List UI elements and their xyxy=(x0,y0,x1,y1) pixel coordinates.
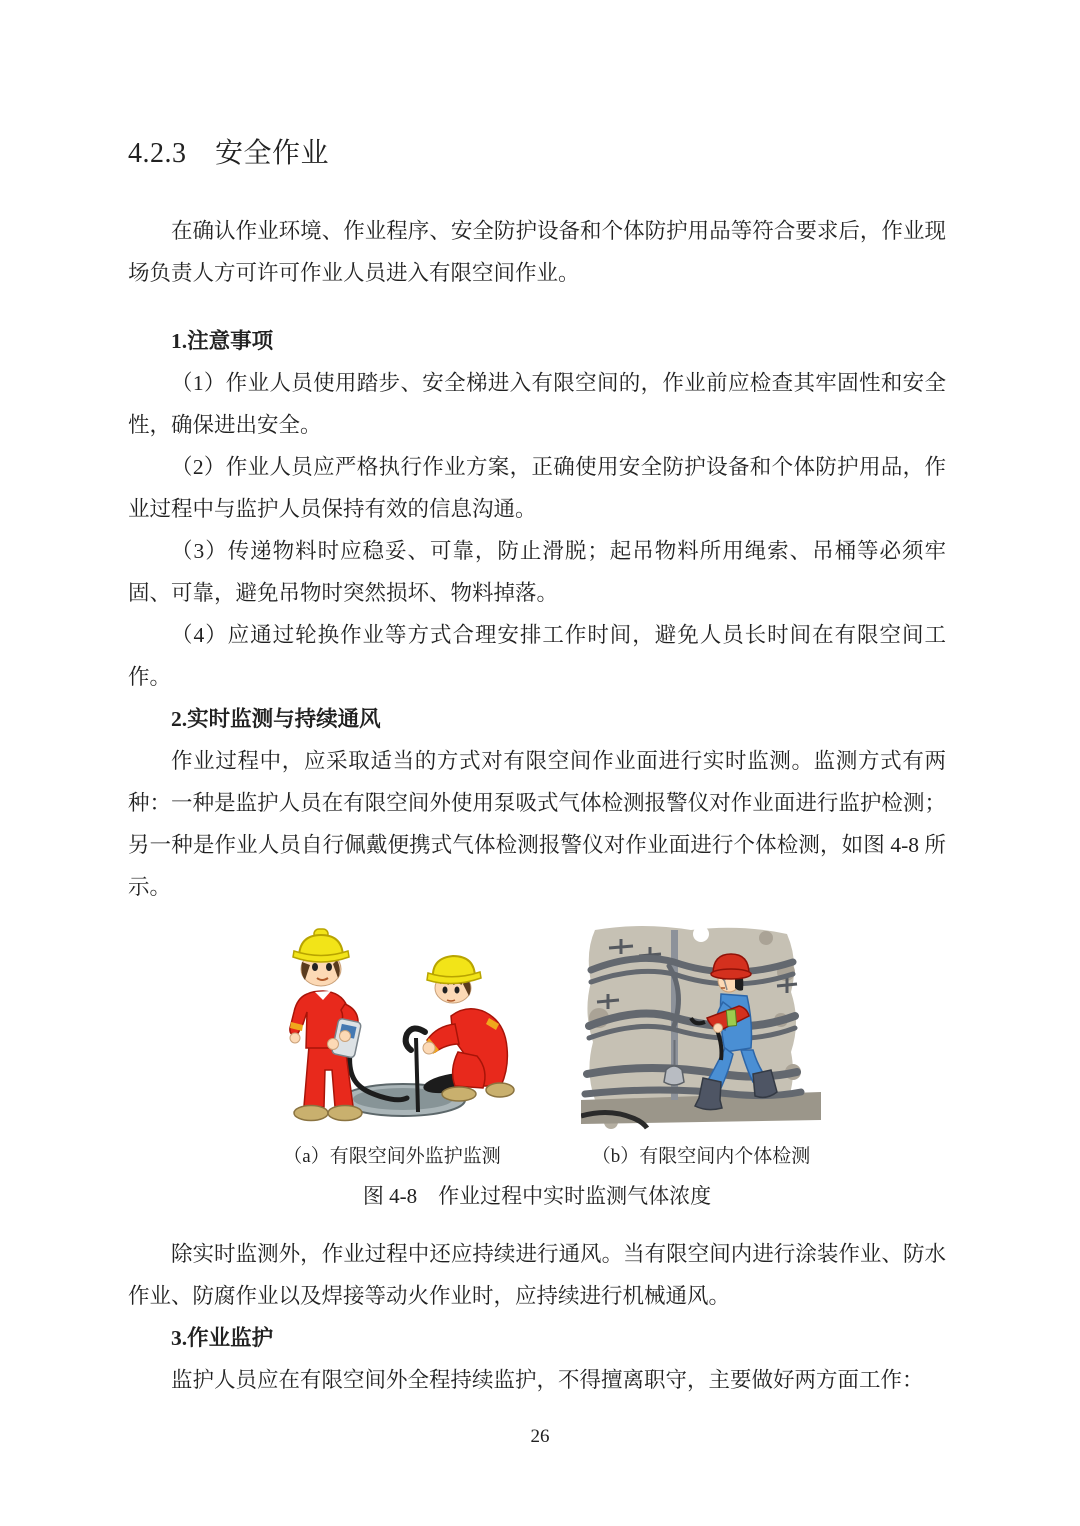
subfigure-captions xyxy=(128,1144,946,1170)
page-number: 26 xyxy=(530,1426,550,1447)
figure-a-illustration xyxy=(253,920,531,1138)
section-heading: 4.2.3 安全作业 xyxy=(128,138,330,169)
figure-caption: 图 4-8 作业过程中实时监测气体浓度 xyxy=(362,1184,712,1208)
caption-a: （a）有限空间外监护监测 xyxy=(283,1146,501,1167)
probe-tube xyxy=(416,1038,418,1112)
yellow-helmet xyxy=(293,929,349,962)
figure-4-8 xyxy=(128,920,946,1138)
guarding-paragraph: 监护人员应在有限空间外全程持续监护，不得擅离职守，主要做好两方面工作： xyxy=(171,1368,924,1392)
note-item-3: （3）传递物料时应稳妥、可靠，防止滑脱；起吊物料所用绳索、吊桶等必须牢固、可靠，避免吊物时突然损坏、物料掉落。 xyxy=(128,539,946,605)
hanging-lamp xyxy=(664,1066,684,1085)
note-item-4: （4）应通过轮换作业等方式合理安排工作时间，避免人员长时间在有限空间工作。 xyxy=(128,623,946,689)
yellow-helmet xyxy=(427,956,481,984)
standing-worker xyxy=(290,929,362,1121)
caption-b: （b）有限空间内个体检测 xyxy=(591,1146,811,1167)
subheading-guarding: 3.作业监护 xyxy=(171,1326,274,1350)
figure-b-illustration xyxy=(581,922,821,1138)
subheading-notes: 1.注意事项 xyxy=(171,329,274,353)
crouching-worker xyxy=(406,956,514,1101)
ventilation-paragraph: 除实时监测外，作业过程中还应持续进行通风。当有限空间内进行涂装作业、防水作业、防腐作业以及焊接等动火作业时，应持续进行机械通风。 xyxy=(128,1242,946,1308)
intro-paragraph: 在确认作业环境、作业程序、安全防护设备和个体防护用品等符合要求后，作业现场负责人方可许可作业人员进入有限空间作业。 xyxy=(128,219,946,285)
note-item-2: （2）作业人员应严格执行作业方案，正确使用安全防护设备和个体防护用品，作业过程中与监护人员保持有效的信息沟通。 xyxy=(128,455,946,521)
monitoring-paragraph: 作业过程中，应采取适当的方式对有限空间作业面进行实时监测。监测方式有两种：一种是监护人员在有限空间外使用泵吸式气体检测报警仪对作业面进行监护检测；另一种是作业人员自行佩戴便携式气体检测报警仪对作业面进行个体检测，如图 4-8 所示。 xyxy=(128,749,946,899)
note-item-1: （1）作业人员使用踏步、安全梯进入有限空间的，作业前应检查其牢固性和安全性，确保进出安全。 xyxy=(128,371,946,437)
document-page-content xyxy=(128,0,946,1401)
subheading-monitoring: 2.实时监测与持续通风 xyxy=(171,707,381,731)
